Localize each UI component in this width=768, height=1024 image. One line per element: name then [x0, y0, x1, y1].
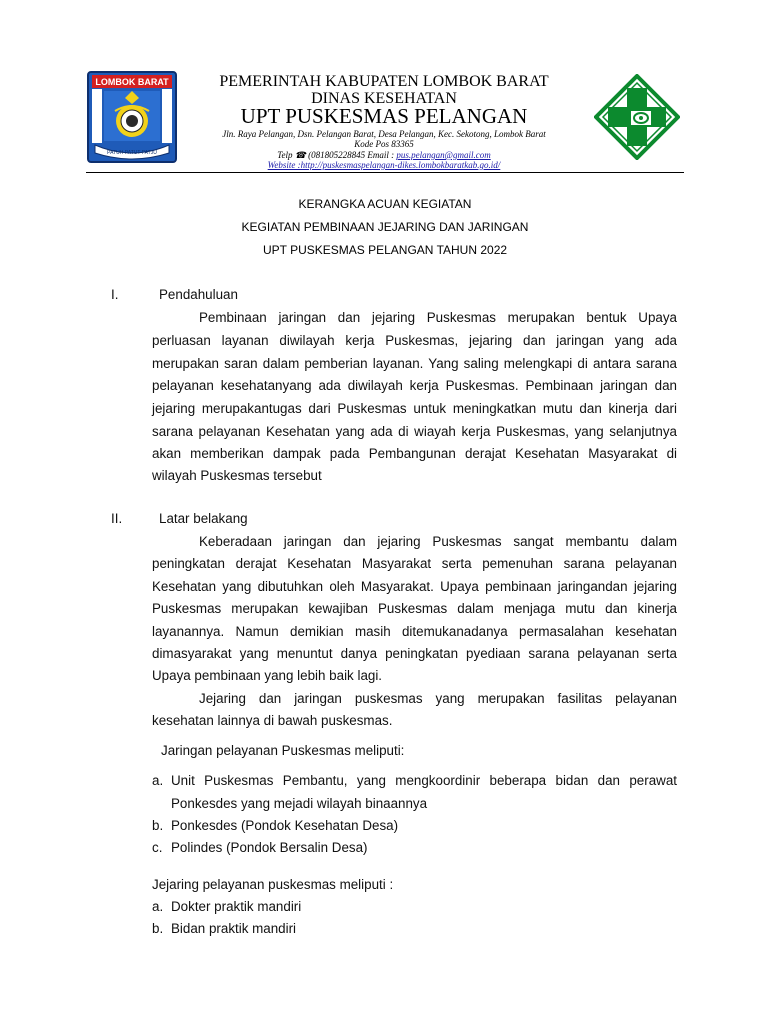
jejaring-item: Bidan praktik mandiri	[171, 921, 297, 936]
jaringan-item-line: Ponkesdes yang mejadi wilayah binaannya	[171, 796, 428, 811]
section-2-line: Kesehatan yang dibutuhkan oleh Masyarakat. Upaya pembinaan jaringandan jejaring	[152, 579, 677, 594]
section-1-line: merupakan saran dalam pemberian layanan. Yang saling melengkapi di antara sarana	[152, 356, 677, 371]
svg-text:LOMBOK BARAT: LOMBOK BARAT	[95, 77, 169, 87]
section-2-line: peningkatan derajat Kesehatan Masyarakat serta pemenuhan sarana pelayanan	[152, 556, 677, 571]
section-2-line: Puskesmas merupakan kewajiban Puskesmas dalam menjaga mutu dan kinerja	[152, 601, 677, 616]
email-link[interactable]: pus.pelangan@gmail.com	[396, 150, 491, 160]
section-1-line: jejaring merupakantugas dari Puskesmas untuk meningkatkan mutu dan kinerja dari	[152, 401, 677, 416]
section-2-line: Keberadaan jaringan dan jejaring Puskesmas sangat membantu dalam	[199, 534, 677, 549]
jaringan-item-line: Ponkesdes (Pondok Kesehatan Desa)	[171, 818, 399, 833]
lombok-barat-logo	[87, 71, 177, 163]
list-marker: c.	[152, 840, 163, 855]
header-website	[180, 160, 588, 170]
section-1-line: Pembinaan jaringan dan jejaring Puskesmas merupakan bentuk Upaya	[199, 310, 677, 325]
jaringan-item-line: Unit Puskesmas Pembantu, yang mengkoordinir beberapa bidan dan perawat	[171, 773, 677, 788]
section-1-line: sarana pelayanan Kesehatan yang ada di wiayah kerja Puskesmas, yang selanjutnya	[152, 424, 677, 439]
section-1-line: pelayanan kesehatanyang ada diwilayah kerja Puskesmas. Pembinaan jaringan dan	[152, 378, 677, 393]
jaringan-intro: Jaringan pelayanan Puskesmas meliputi:	[161, 743, 405, 758]
section-2-line: layanannya. Namun demikian masih ditemukanadanya permasalahan kesehatan	[152, 624, 677, 639]
list-marker: b.	[152, 921, 164, 936]
section-1-line: perluasan layanan diwilayah kerja Puskesmas, jejaring dan jaringan yang ada	[152, 333, 677, 348]
puskesmas-logo	[594, 74, 680, 160]
jejaring-intro: Jejaring pelayanan puskesmas meliputi :	[152, 877, 394, 892]
section-1-line: wilayah Puskesmas tersebut	[152, 468, 322, 483]
institution-year-title: UPT PUSKESMAS PELANGAN TAHUN 2022	[262, 243, 508, 257]
section-2-heading: Latar belakang	[159, 511, 248, 526]
svg-text:PATUH PATUT PATJU: PATUH PATUT PATJU	[107, 150, 157, 156]
website-link[interactable]: Website :http://puskesmaspelangan-dikes.lombokbaratkab.go.id/	[267, 160, 501, 170]
section-2-line: dimasyarakat yang menuntut danya peningkatan pyediaan sarana pelayanan serta	[152, 646, 677, 661]
header-address: Jln. Raya Pelangan, Dsn. Pelangan Barat, Desa Pelangan, Kec. Sekotong, Lombok Barat	[222, 129, 546, 139]
header-phone: Telp ☎ (081805228845 Email :	[277, 150, 397, 160]
section-2-paragraph-2-line: Jejaring dan jaringan puskesmas yang merupakan fasilitas pelayanan	[199, 691, 677, 706]
header-department: DINAS KESEHATAN	[311, 90, 457, 107]
list-marker: a.	[152, 773, 164, 788]
section-1-heading: Pendahuluan	[159, 287, 238, 302]
section-2-paragraph-2-line: kesehatan lainnya di bawah puskesmas.	[152, 713, 393, 728]
header-postcode: Kode Pos 83365	[354, 139, 414, 149]
activity-title: KEGIATAN PEMBINAAN JEJARING DAN JARINGAN	[241, 220, 529, 234]
section-2-line: Upaya pembinaan yang lebih baik lagi.	[152, 668, 383, 683]
jejaring-item: Dokter praktik mandiri	[171, 899, 302, 914]
section-2-number: II.	[111, 511, 123, 526]
document-title: KERANGKA ACUAN KEGIATAN	[298, 197, 472, 211]
header-institution: UPT PUSKESMAS PELANGAN	[240, 104, 528, 128]
jaringan-item-line: Polindes (Pondok Bersalin Desa)	[171, 840, 368, 855]
header-government: PEMERINTAH KABUPATEN LOMBOK BARAT	[219, 73, 549, 90]
section-1-number: I.	[111, 287, 119, 302]
header-divider	[86, 172, 684, 173]
section-1-line: akan memberikan dampak pada Pembangunan derajat Kesehatan Masyarakat di	[152, 446, 677, 461]
list-marker: a.	[152, 899, 164, 914]
list-marker: b.	[152, 818, 164, 833]
